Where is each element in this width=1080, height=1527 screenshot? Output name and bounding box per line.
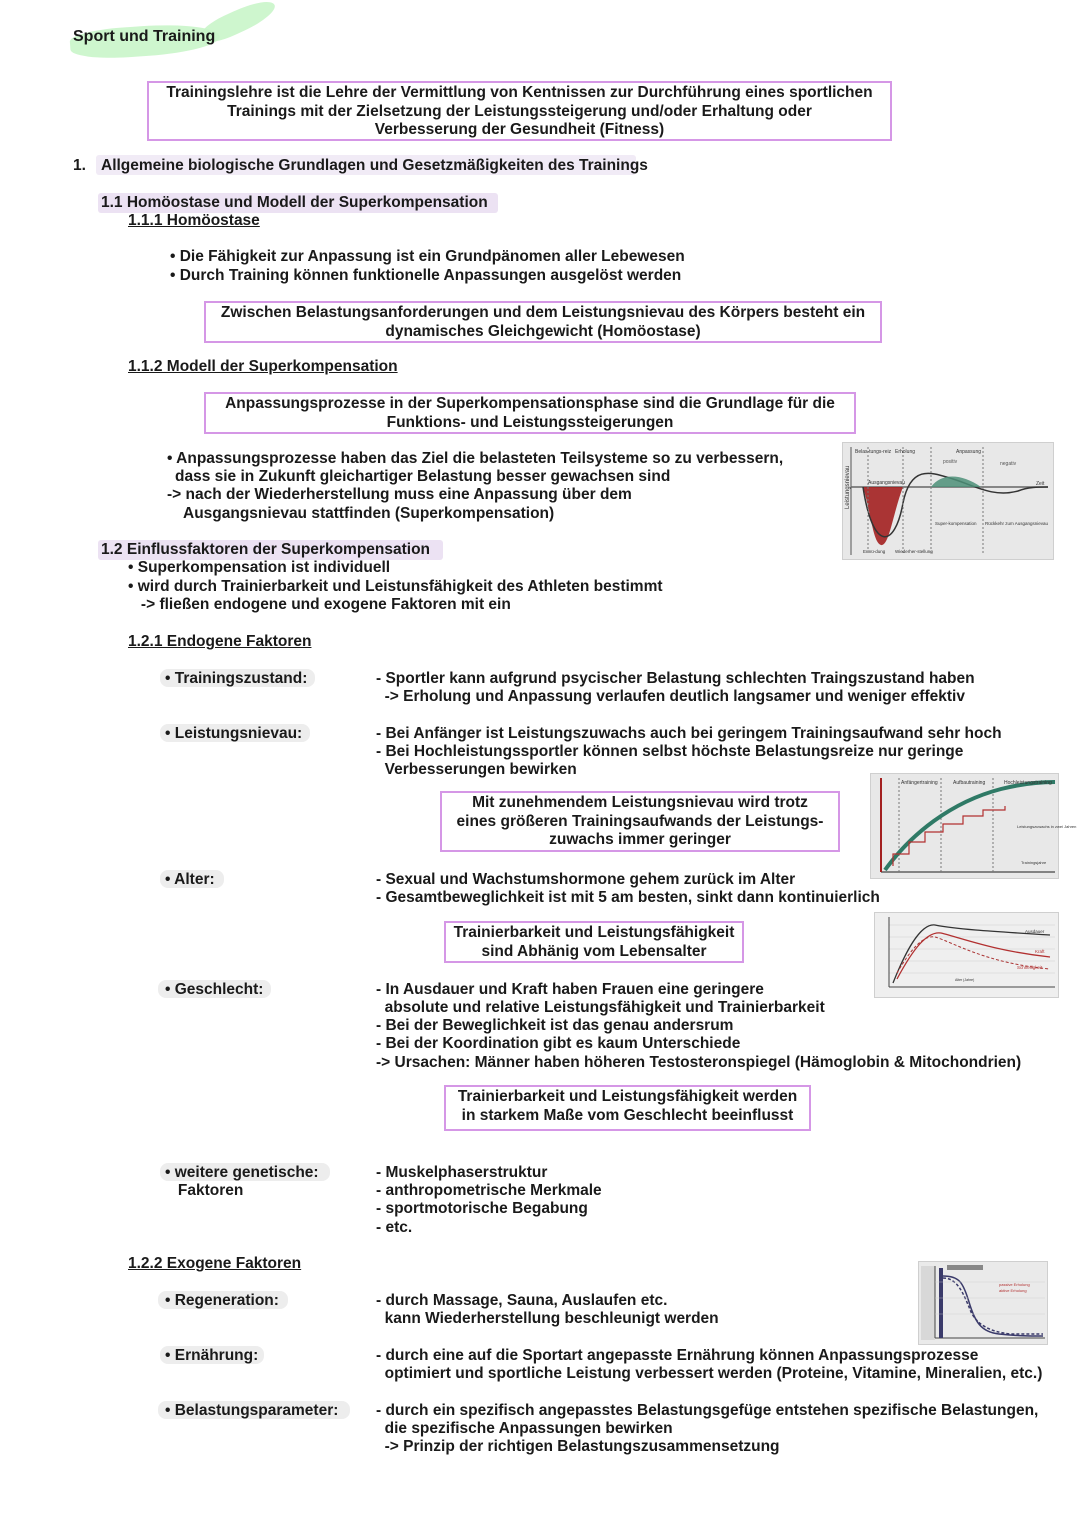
s111-title: 1.1.1 Homöostase xyxy=(128,212,260,229)
leistungsnievau-box-line-2: eines größeren Trainingsaufwands der Leistungs- xyxy=(456,812,824,830)
leistungsnievau-text-3: Verbesserungen bewirken xyxy=(376,761,577,778)
fig4-label-passiv: passive Erholung xyxy=(999,1282,1030,1287)
definition-line-2: Trainings mit der Zielsetzung der Leistungssteigerung und/oder Erhaltung oder xyxy=(227,102,812,120)
alter-figure xyxy=(874,912,1059,998)
s12-bullet-1: • Superkompensation ist individuell xyxy=(128,559,391,576)
belastungsparameter-text-1: - durch ein spezifisch angepasstes Belastungsgefüge entstehen spezifische Belastungen, xyxy=(376,1402,1039,1419)
geschlecht-box-line-1: Trainierbarkeit und Leistungsfähigkeit werden xyxy=(457,1088,798,1105)
fig3-label-alter: Alter (Jahre) xyxy=(955,978,975,982)
genetisch-text-3: - sportmotorische Begabung xyxy=(376,1200,588,1217)
definition-box xyxy=(147,81,892,141)
fig1-label-reiz: Belas-tungs-reiz xyxy=(855,449,892,455)
fig3-label-kraft: Kraft xyxy=(1035,949,1045,954)
genetisch-label-1: • weitere genetische: xyxy=(165,1164,319,1181)
s12-bullet-2: • wird durch Trainierbarkeit und Leistunsfähigkeit des Athleten bestimmt xyxy=(128,578,663,595)
alter-box xyxy=(444,921,744,963)
s12-title: 1.2 Einflussfaktoren der Superkompensation xyxy=(101,541,431,558)
page-title: Sport und Training xyxy=(73,28,216,45)
fig2-label-jahre: Trainingsjahre xyxy=(1021,860,1047,865)
ernaehrung-text-1: - durch eine auf die Sportart angepasste Ernährung können Anpassungsprozesse xyxy=(376,1347,979,1364)
regeneration-chart xyxy=(919,1262,1047,1344)
fig1-label-ermuedung: Ermü-dung xyxy=(863,549,886,554)
geschlecht-text-5: -> Ursachen: Männer haben höheren Testosteronspiegel (Hämoglobin & Mitochondrien) xyxy=(376,1054,1022,1071)
geschlecht-text-1: - In Ausdauer und Kraft haben Frauen eine geringere xyxy=(376,981,764,998)
ernaehrung-text-2: optimiert und sportliche Leistung verbessert werden (Proteine, Vitamine, Mineralien, etc.) xyxy=(376,1365,1043,1382)
s112-text-3: -> nach der Wiederherstellung muss eine Anpassung über dem xyxy=(167,486,632,503)
alter-box-line-2: sind Abhänig vom Lebensalter xyxy=(481,942,707,960)
fig1-label-rueckkehr: Rückkehr zum Ausgangsnievau xyxy=(985,521,1049,526)
regeneration-text-2: kann Wiederherstellung beschleunigt werden xyxy=(376,1310,719,1327)
s11-title: 1.1 Homöostase und Modell der Superkompensation xyxy=(101,194,488,211)
fig1-label-wiederherstellung: Wiederher-stellung xyxy=(895,549,933,554)
genetisch-text-2: - anthropometrische Merkmale xyxy=(376,1182,602,1199)
superkompensation-box xyxy=(204,392,856,434)
definition-line-1: Trainingslehre ist die Lehre der Vermittlung von Kentnissen zur Durchführung eines sportlichen xyxy=(166,84,873,101)
s112-title: 1.1.2 Modell der Superkompensation xyxy=(128,358,398,375)
s111-bullet-2: • Durch Training können funktionelle Anpassungen ausgelöst werden xyxy=(170,267,682,284)
superkompensation-box-line-1: Anpassungsprozesse in der Superkompensationsphase sind die Grundlage für die xyxy=(225,395,835,412)
homoeostase-box xyxy=(204,301,882,343)
fig1-label-zeit: Zeit xyxy=(1036,481,1045,487)
s121-title: 1.2.1 Endogene Faktoren xyxy=(128,633,312,650)
regeneration-figure xyxy=(918,1261,1048,1345)
section1-number: 1. xyxy=(73,157,86,174)
geschlecht-text-2: absolute und relative Leistungsfähigkeit und Trainierbarkeit xyxy=(376,999,825,1016)
leistungsnievau-text-1: - Bei Anfänger ist Leistungszuwachs auch bei geringem Trainingsaufwand sehr hoch xyxy=(376,725,1002,742)
genetisch-text-4: - etc. xyxy=(376,1219,413,1236)
homoeostase-box-line-2: dynamisches Gleichgewicht (Homöostase) xyxy=(385,322,701,340)
leistungsnievau-figure xyxy=(870,773,1077,879)
fig1-yaxis: Leistungsnievau xyxy=(845,465,851,509)
geschlecht-label: • Geschlecht: xyxy=(165,981,264,998)
s112-text-1: • Anpassungsprozesse haben das Ziel die belasteten Teilsysteme so zu verbessern, xyxy=(167,450,784,467)
alter-text-1: - Sexual und Wachstumshormone gehem zurück im Alter xyxy=(376,871,796,888)
belastungsparameter-text-2: die spezifische Anpassungen bewirken xyxy=(376,1420,673,1437)
s112-text-2: dass sie in Zukunft gleichartiger Belastung besser gewachsen sind xyxy=(175,468,671,485)
fig1-label-negativ: negativ xyxy=(1000,461,1017,467)
s112-text-4: Ausgangsnievau stattfinden (Superkompensation) xyxy=(183,505,555,522)
fig1-label-positiv: positiv xyxy=(943,459,958,465)
genetisch-label-2: Faktoren xyxy=(165,1182,244,1199)
fig3-label-ausdauer: Ausdauer xyxy=(1025,929,1045,934)
alter-text-2: - Gesamtbeweglichkeit ist mit 5 am besten, sinkt dann kontinuierlich xyxy=(376,889,880,906)
superkompensation-figure xyxy=(842,442,1054,560)
fig2-label-hochleistung: Hochleistungstraining xyxy=(1004,780,1052,786)
definition-line-3: Verbesserung der Gesundheit (Fitness) xyxy=(374,121,665,138)
fig2-label-aufbau: Aufbautraining xyxy=(953,780,986,786)
alter-box-line-1: Trainierbarkeit und Leistungsfähigkeit xyxy=(453,924,735,941)
leistungsnievau-box xyxy=(440,791,840,852)
s12-bullet-3: -> fließen endogene und exogene Faktoren mit ein xyxy=(128,596,511,613)
geschlecht-text-4: - Bei der Koordination gibt es kaum Unterschiede xyxy=(376,1035,741,1052)
alter-chart xyxy=(875,913,1058,997)
alter-label: • Alter: xyxy=(165,871,215,888)
genetisch-text-1: - Muskelphaserstruktur xyxy=(376,1164,548,1181)
geschlecht-box-line-2: in starkem Maße vom Geschlecht beeinflusst xyxy=(461,1106,794,1124)
fig1-label-ausgangsnievau: Ausgangsnievau xyxy=(868,480,905,486)
leistungsnievau-chart xyxy=(871,774,1077,878)
belastungsparameter-label: • Belastungsparameter: xyxy=(165,1402,339,1419)
regeneration-text-1: - durch Massage, Sauna, Auslaufen etc. xyxy=(376,1292,668,1309)
fig2-label-anfaenger: Anfängertraining xyxy=(901,780,938,786)
trainingszustand-label: • Trainingszustand: xyxy=(165,670,308,687)
fig2-label-zuwachs: Leistungszuwachs in zwei Jahren xyxy=(1017,824,1077,829)
section1-title: Allgemeine biologische Grundlagen und Gesetzmäßigkeiten des Trainings xyxy=(101,157,648,174)
fig1-label-anpassung: Anpassung xyxy=(956,449,982,455)
leistungsnievau-label: • Leistungsnievau: xyxy=(165,725,303,742)
leistungsnievau-text-2: - Bei Hochleistungssportler können selbst höchste Belastungsreize nur geringe xyxy=(376,743,964,760)
trainingszustand-text-1: - Sportler kann aufgrund psycischer Belastung schlechten Traingszustand haben xyxy=(376,670,975,687)
geschlecht-text-3: - Bei der Beweglichkeit ist das genau andersrum xyxy=(376,1017,734,1034)
belastungsparameter-text-3: -> Prinzip der richtigen Belastungszusammensetzung xyxy=(376,1438,780,1455)
s111-bullet-1: • Die Fähigkeit zur Anpassung ist ein Grundpänomen aller Lebewesen xyxy=(170,248,685,265)
regeneration-label: • Regeneration: xyxy=(165,1292,279,1309)
superkompensation-chart xyxy=(843,443,1053,559)
ernaehrung-label: • Ernährung: xyxy=(165,1347,259,1364)
geschlecht-box xyxy=(444,1085,811,1131)
leistungsnievau-box-line-3: zuwachs immer geringer xyxy=(549,831,731,848)
fig1-label-erholung: Erholung xyxy=(895,449,916,455)
leistungsnievau-box-line-1: Mit zunehmendem Leistungsnievau wird trotz xyxy=(472,794,808,811)
fig4-label-aktiv: aktive Erholung xyxy=(999,1288,1027,1293)
s122-title: 1.2.2 Exogene Faktoren xyxy=(128,1255,302,1272)
homoeostase-box-line-1: Zwischen Belastungsanforderungen und dem Leistungsnievau des Körpers besteht ein xyxy=(220,304,866,321)
fig1-label-superkompensation: Super-kompensation xyxy=(935,521,977,526)
fig3-label-schnelligkeit: Schnelligkeit xyxy=(1017,965,1043,970)
trainingszustand-text-2: -> Erholung und Anpassung verlaufen deutlich langsamer und weniger effektiv xyxy=(376,688,965,705)
superkompensation-box-line-2: Funktions- und Leistungssteigerungen xyxy=(386,413,674,431)
